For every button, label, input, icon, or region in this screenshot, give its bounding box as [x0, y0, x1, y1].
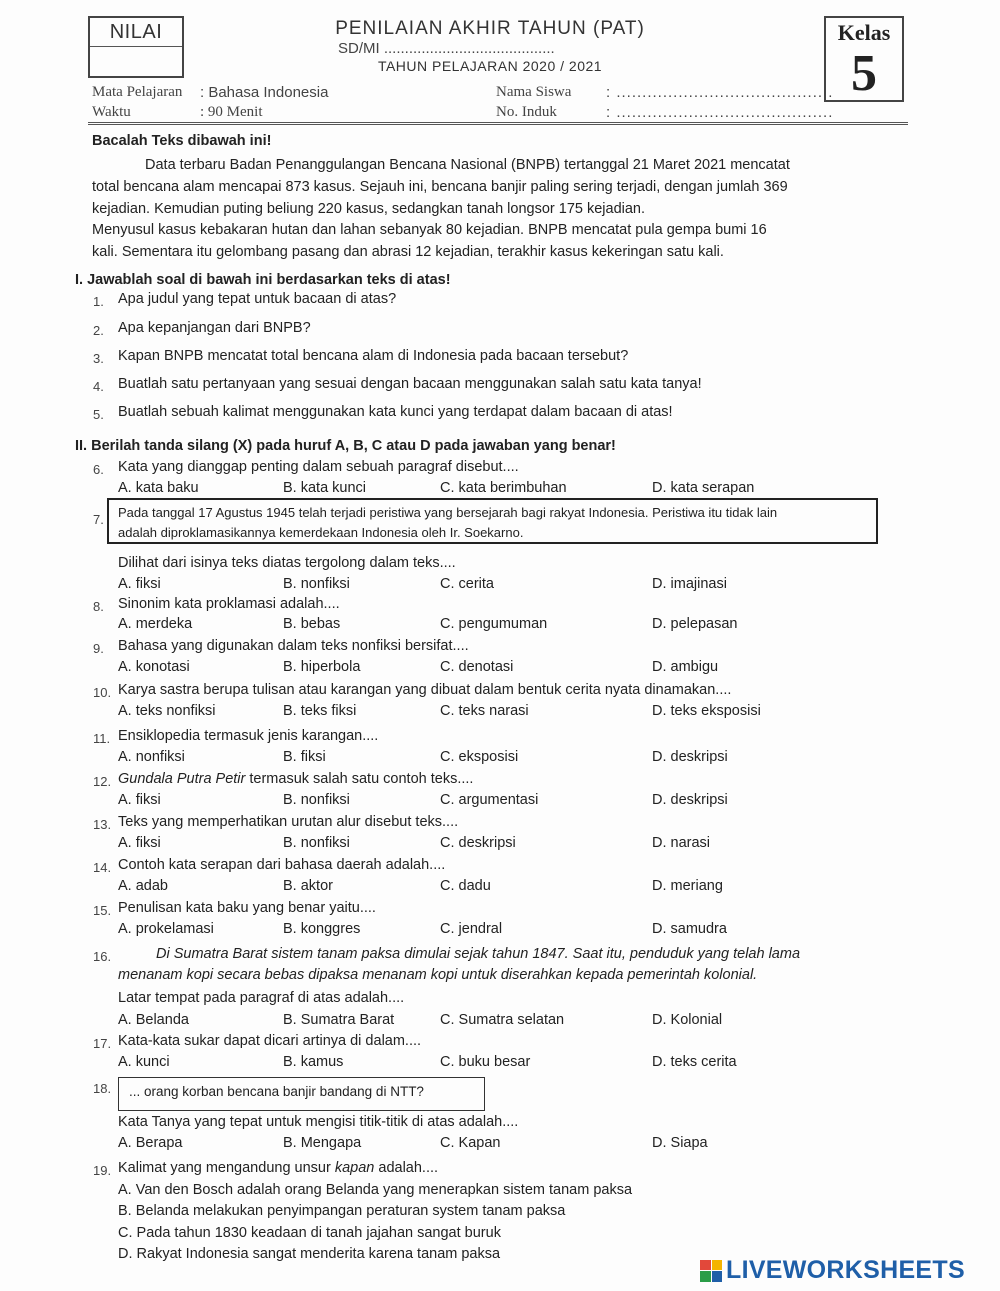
option-b[interactable]: B. konggres: [283, 921, 361, 937]
question-number: 19.: [93, 1163, 112, 1178]
option-d[interactable]: D. meriang: [652, 878, 723, 894]
question-number: 17.: [93, 1036, 112, 1051]
option-a[interactable]: A. Van den Bosch adalah orang Belanda yang menerapkan sistem tanam paksa: [118, 1182, 633, 1198]
reading-line: Data terbaru Badan Penanggulangan Bencana Nasional (BNPB) tertanggal 21 Maret 2021 mencatat: [145, 157, 790, 173]
option-b[interactable]: B. Belanda melakukan penyimpangan peraturan system tanam paksa: [118, 1203, 566, 1219]
option-c[interactable]: C. Pada tahun 1830 keadaan di tanah jajahan sangat buruk: [118, 1225, 501, 1241]
time-label: Waktu: [92, 104, 131, 120]
option-b[interactable]: B. aktor: [283, 878, 333, 894]
option-c[interactable]: C. teks narasi: [440, 703, 529, 719]
essay-question-3: Kapan BNPB mencatat total bencana alam di Indonesia pada bacaan tersebut?: [118, 348, 629, 364]
mc-question-15: Penulisan kata baku yang benar yaitu....: [118, 900, 376, 916]
option-d[interactable]: D. kata serapan: [652, 480, 755, 496]
question-number: 7.: [93, 512, 104, 527]
option-b[interactable]: B. Sumatra Barat: [283, 1012, 395, 1028]
question-number: 18.: [93, 1081, 112, 1096]
option-d[interactable]: D. deskripsi: [652, 749, 728, 765]
mc-question-19: Kalimat yang mengandung unsur kapan adalah....: [118, 1160, 439, 1176]
liveworksheets-brand[interactable]: [700, 1256, 965, 1285]
option-d[interactable]: D. deskripsi: [652, 792, 728, 808]
mc-question-18: Kata Tanya yang tepat untuk mengisi titik-titik di atas adalah....: [118, 1114, 519, 1130]
question-number: 12.: [93, 774, 112, 789]
question-number: 4.: [93, 379, 104, 394]
section-1-heading: I. Jawablah soal di bawah ini berdasarkan teks di atas!: [75, 272, 451, 288]
option-c[interactable]: C. argumentasi: [440, 792, 539, 808]
question-number: 1.: [93, 294, 104, 309]
time-value: : 90 Menit: [200, 104, 263, 120]
option-c[interactable]: C. deskripsi: [440, 835, 516, 851]
option-b[interactable]: B. teks fiksi: [283, 703, 357, 719]
mc-question-10: Karya sastra berupa tulisan atau karangan yang dibuat dalam bentuk cerita nyata dinamakan....: [118, 682, 732, 698]
liveworksheets-logo-icon: [700, 1260, 722, 1282]
mc-question-14: Contoh kata serapan dari bahasa daerah adalah....: [118, 857, 446, 873]
option-b[interactable]: B. nonfiksi: [283, 576, 350, 592]
passage-line: Di Sumatra Barat sistem tanam paksa dimulai sejak tahun 1847. Saat itu, penduduk yang telah lama: [156, 946, 801, 962]
option-b[interactable]: B. Mengapa: [283, 1135, 362, 1151]
question-number: 5.: [93, 407, 104, 422]
student-id-label: No. Induk: [496, 104, 557, 120]
option-b[interactable]: B. bebas: [283, 616, 341, 632]
option-c[interactable]: C. kata berimbuhan: [440, 480, 567, 496]
option-c[interactable]: C. Kapan: [440, 1135, 501, 1151]
brand-name: LIVEWORKSHEETS: [726, 1256, 965, 1284]
question-number: 3.: [93, 351, 104, 366]
reading-line: kali. Sementara itu gelombang pasang dan abrasi 12 kejadian, terakhir kasus kekeringan satu kali.: [92, 244, 724, 260]
option-b[interactable]: B. nonfiksi: [283, 835, 350, 851]
option-d[interactable]: D. Siapa: [652, 1135, 708, 1151]
class-box: [824, 16, 904, 102]
mc-question-12: Gundala Putra Petir termasuk salah satu contoh teks....: [118, 771, 474, 787]
option-d[interactable]: D. narasi: [652, 835, 711, 851]
passage-line: adalah diproklamasikannya kemerdekaan Indonesia oleh Ir. Soekarno.: [118, 525, 524, 540]
option-c[interactable]: C. pengumuman: [440, 616, 548, 632]
student-name-field[interactable]: : ..........................................: [606, 84, 834, 101]
school-year: TAHUN PELAJARAN 2020 / 2021: [377, 58, 603, 74]
option-a[interactable]: A. Berapa: [118, 1135, 183, 1151]
option-a[interactable]: A. prokelamasi: [118, 921, 214, 937]
question-number: 16.: [93, 949, 112, 964]
subject-label: Mata Pelajaran: [92, 84, 183, 100]
question-number: 8.: [93, 599, 104, 614]
option-a[interactable]: A. konotasi: [118, 659, 190, 675]
student-id-field[interactable]: : ..........................................: [606, 104, 834, 121]
option-c[interactable]: C. Sumatra selatan: [440, 1012, 565, 1028]
essay-question-4: Buatlah satu pertanyaan yang sesuai dengan bacaan menggunakan salah satu kata tanya!: [118, 376, 702, 392]
story-title: Gundala Putra Petir: [118, 771, 246, 787]
question-number: 10.: [93, 685, 112, 700]
score-box: [88, 16, 184, 78]
option-d[interactable]: D. ambigu: [652, 659, 719, 675]
option-a[interactable]: A. adab: [118, 878, 168, 894]
option-a[interactable]: A. fiksi: [118, 792, 161, 808]
subject-value: : Bahasa Indonesia: [200, 84, 329, 101]
question-number: 2.: [93, 323, 104, 338]
option-c[interactable]: C. jendral: [440, 921, 503, 937]
question-number: 11.: [93, 731, 111, 746]
mc-question-8: Sinonim kata proklamasi adalah....: [118, 596, 340, 612]
question-number: 6.: [93, 462, 104, 477]
essay-question-1: Apa judul yang tepat untuk bacaan di atas?: [118, 291, 397, 307]
option-b[interactable]: B. kamus: [283, 1054, 344, 1070]
school-line: SD/MI .........................................: [338, 40, 555, 57]
mc-question-9: Bahasa yang digunakan dalam teks nonfiksi bersifat....: [118, 638, 469, 654]
option-d[interactable]: D. Rakyat Indonesia sangat menderita karena tanam paksa: [118, 1246, 501, 1262]
option-c[interactable]: C. buku besar: [440, 1054, 531, 1070]
option-d[interactable]: D. teks eksposisi: [652, 703, 761, 719]
option-a[interactable]: A. nonfiksi: [118, 749, 185, 765]
essay-question-2: Apa kepanjangan dari BNPB?: [118, 320, 311, 336]
class-value: 5: [851, 45, 877, 102]
header-divider: [88, 122, 908, 125]
question-18-sentence-box: [118, 1077, 485, 1111]
mc-question-6: Kata yang dianggap penting dalam sebuah paragraf disebut....: [118, 459, 519, 475]
option-d[interactable]: D. imajinasi: [652, 576, 727, 592]
class-label: Kelas: [837, 20, 891, 45]
question-number: 15.: [93, 903, 112, 918]
reading-line: Menyusul kasus kebakaran hutan dan lahan sebanyak 80 kejadian. BNPB mencatat pula gempa bumi 16: [92, 222, 767, 238]
question-number: 13.: [93, 817, 112, 832]
mc-question-11: Ensiklopedia termasuk jenis karangan....: [118, 728, 379, 744]
option-b[interactable]: B. kata kunci: [283, 480, 367, 496]
option-d[interactable]: D. teks cerita: [652, 1054, 737, 1070]
option-a[interactable]: A. kunci: [118, 1054, 170, 1070]
reading-line: total bencana alam mencapai 873 kasus. Sejauh ini, bencana banjir paling sering terjadi, dengan jumlah 369: [92, 179, 788, 195]
option-b[interactable]: B. hiperbola: [283, 659, 361, 675]
option-a[interactable]: A. fiksi: [118, 835, 161, 851]
question-7-passage-box: [107, 498, 878, 544]
option-d[interactable]: D. samudra: [652, 921, 727, 937]
option-a[interactable]: A. teks nonfiksi: [118, 703, 216, 719]
mc-question-13: Teks yang memperhatikan urutan alur disebut teks....: [118, 814, 459, 830]
option-a[interactable]: A. kata baku: [118, 480, 199, 496]
reading-heading: Bacalah Teks dibawah ini!: [92, 133, 272, 149]
passage-line: menanam kopi secara bebas dipaksa menanam kopi untuk diserahkan kepada pemerintah kolonial.: [118, 967, 758, 983]
passage-line: Pada tanggal 17 Agustus 1945 telah terjadi peristiwa yang bersejarah bagi rakyat Indonesia. Peristiwa itu tidak lain: [118, 505, 778, 520]
option-b[interactable]: B. fiksi: [283, 749, 326, 765]
question-number: 9.: [93, 641, 104, 656]
mc-question-7: Dilihat dari isinya teks diatas tergolong dalam teks....: [118, 555, 456, 571]
option-d[interactable]: D. pelepasan: [652, 616, 738, 632]
score-label: NILAI: [90, 18, 182, 47]
reading-line: kejadian. Kemudian puting beliung 220 kasus, sedangkan tanah longsor 175 kejadian.: [92, 201, 646, 217]
question-number: 14.: [93, 860, 112, 875]
option-a[interactable]: A. fiksi: [118, 576, 161, 592]
mc-question-16: Latar tempat pada paragraf di atas adalah....: [118, 990, 405, 1006]
option-a[interactable]: A. merdeka: [118, 616, 193, 632]
option-d[interactable]: D. Kolonial: [652, 1012, 723, 1028]
section-2-heading: II. Berilah tanda silang (X) pada huruf A, B, C atau D pada jawaban yang benar!: [75, 438, 616, 454]
option-c[interactable]: C. eksposisi: [440, 749, 519, 765]
option-c[interactable]: C. cerita: [440, 576, 494, 592]
incomplete-sentence: ... orang korban bencana banjir bandang di NTT?: [129, 1084, 424, 1099]
exam-title: PENILAIAN AKHIR TAHUN (PAT): [335, 18, 645, 39]
option-c[interactable]: C. denotasi: [440, 659, 514, 675]
essay-question-5: Buatlah sebuah kalimat menggunakan kata kunci yang terdapat dalam bacaan di atas!: [118, 404, 673, 420]
student-name-label: Nama Siswa: [496, 84, 572, 100]
option-b[interactable]: B. nonfiksi: [283, 792, 350, 808]
mc-question-17: Kata-kata sukar dapat dicari artinya di dalam....: [118, 1033, 422, 1049]
option-c[interactable]: C. dadu: [440, 878, 491, 894]
option-a[interactable]: A. Belanda: [118, 1012, 189, 1028]
